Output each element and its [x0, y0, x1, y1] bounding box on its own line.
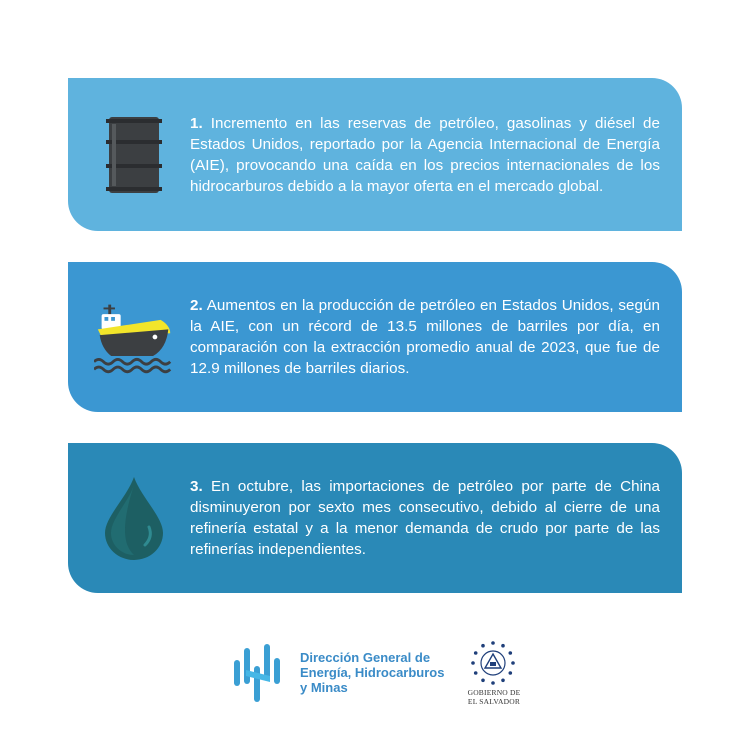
info-card-1 [68, 78, 682, 231]
card-2-text [190, 295, 660, 379]
government-line-1: GOBIERNO DE [467, 688, 521, 697]
info-card-2 [68, 262, 682, 412]
government-label [455, 688, 533, 706]
card-3-number: 3. [190, 478, 203, 495]
government-seal-icon [470, 640, 516, 686]
card-2-number: 2. [190, 297, 203, 314]
card-3-text [190, 476, 660, 560]
agency-name-line-1: Dirección General de [300, 650, 431, 665]
government-line-2: EL SALVADOR [467, 697, 521, 706]
agency-name [300, 650, 450, 695]
card-3-body: En octubre, las importaciones de petróleo por parte de China disminuyeron por sexto mes consecutivo, debido al cierre de una refinería estatal y a la menor demanda de crudo por parte de las refinerías independientes. [190, 478, 660, 558]
oil-drop-icon [94, 478, 174, 558]
card-1-body: Incremento en las reservas de petróleo, gasolinas y diésel de Estados Unidos, reportado por la Agencia Internacional de Energía (AIE), provocando una caída en los precios internacionales de los hidrocarburos debido a la mayor oferta en el mercado global. [190, 114, 660, 195]
footer [0, 638, 750, 718]
info-card-3 [68, 443, 682, 593]
card-2-body: Aumentos en la producción de petróleo en Estados Unidos, según la AIE, con un récord de 13.5 millones de barriles por día, en comparación con la extracción promedio anual de 2023, que fue de 12.9 millones de barriles diarios. [190, 297, 660, 377]
agency-name-line-2: Energía, Hidrocarburos [300, 665, 445, 680]
tanker-ship-icon [94, 297, 174, 377]
card-1-text [190, 113, 660, 197]
agency-logo-icon [230, 640, 290, 704]
card-1-number: 1. [190, 114, 203, 132]
oil-barrel-icon [94, 115, 174, 195]
agency-name-line-3: y Minas [300, 680, 348, 695]
